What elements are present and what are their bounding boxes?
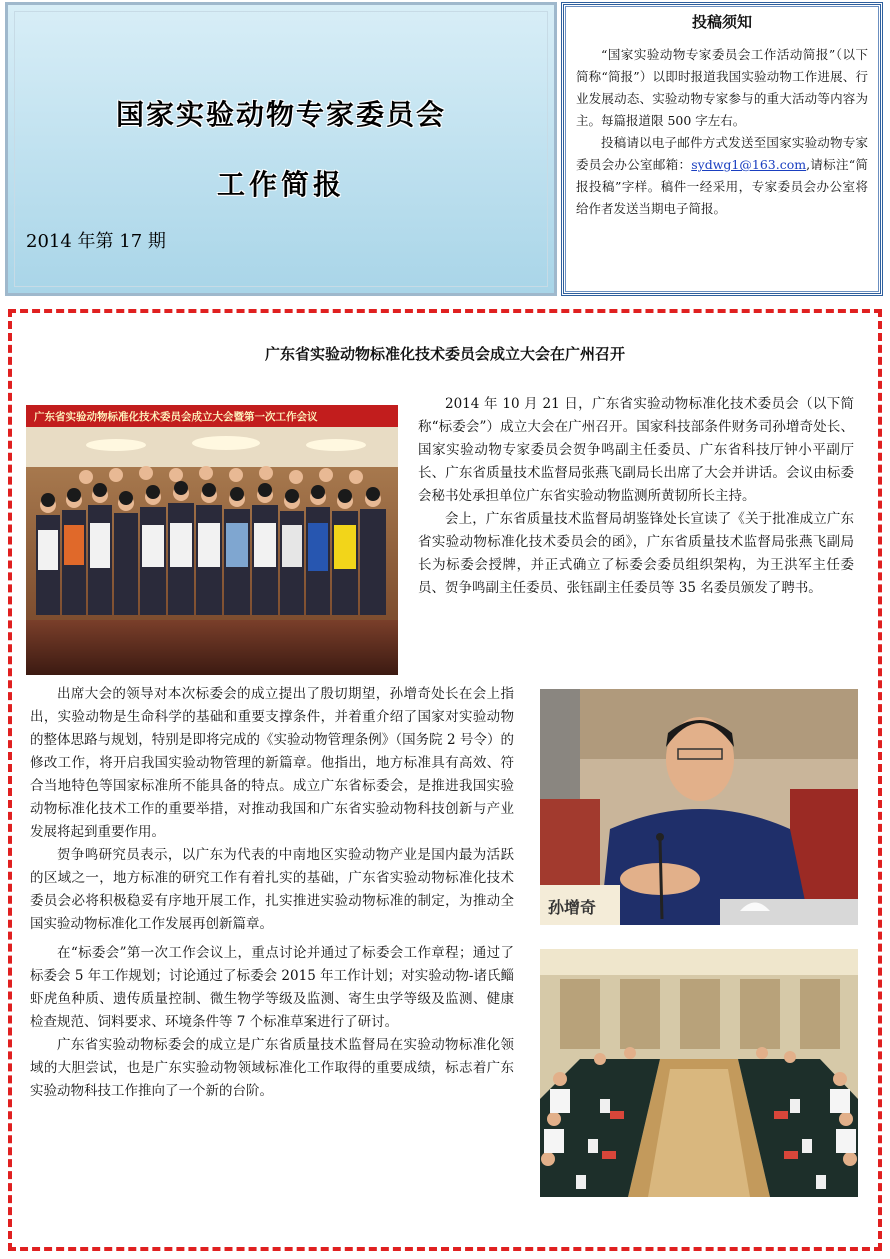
article-paragraph-4: 贺争鸣研究员表示，以广东为代表的中南地区实验动物产业是国内最为活跃的区域之一，地方标准的研究工作有着扎实的基础，广东省实验动物标准化技术委员会必将积极稳妥有序地开展工作，扎实推进实验动物标准的制定，为推动全国实验动物标准化工作发展再创新篇章。 xyxy=(30,847,514,932)
speaker-photo xyxy=(540,689,858,925)
notice-paragraph-2-text: 投稿请以电子邮件方式发送至国家实验动物专家委员会办公室邮箱： xyxy=(576,135,868,172)
group-photo-image xyxy=(26,405,398,675)
article-title: 广东省实验动物标准化技术委员会成立大会在广州召开 xyxy=(264,345,625,363)
article-paragraph-2: 会上，广东省质量技术监督局胡鉴锋处长宣读了《关于批准成立广东省实验动物标准化技术委员会的函》，广东省质量技术监督局张燕飞副局长为标委会授牌，并正式确立了标委会委员组织架构，为王洪军主任委员、贺争鸣副主任委员、张钰副主任委员等 35 名委员颁发了聘书。 xyxy=(418,511,854,596)
nameplate-text: 孙增奇 xyxy=(548,898,597,917)
header-title-box xyxy=(5,2,557,296)
notice-paragraph-1: “国家实验动物专家委员会工作活动简报”（以下简称“简报”）以即时报道我国实验动物工作进展、行业发展动态、实验动物专家参与的重大活动等内容为主。每篇报道限 500 字左右。 xyxy=(576,47,868,128)
article-body-bottom xyxy=(30,683,514,1103)
submission-notice xyxy=(561,2,883,296)
article-frame xyxy=(8,309,882,1251)
article-paragraph-1: 2014 年 10 月 21 日，广东省实验动物标准化技术委员会（以下简称“标委会”）成立大会在广州召开。国家科技部条件财务司孙增奇处长、国家实验动物专家委员会贺争鸣副主任委员、广东省科技厅钟小平副厅长、广东省质量技术监督局张燕飞副局长出席了大会并讲话。会议由标委会秘书处承担单位广东省实验动物监测所黄韧所长主持。 xyxy=(418,396,854,504)
meeting-photo xyxy=(540,949,858,1197)
article-body-top xyxy=(418,393,854,600)
email-link[interactable]: sydwg1@163.com xyxy=(691,157,807,172)
newsletter-subtitle: 工作简报 xyxy=(216,168,345,201)
article-paragraph-6: 广东省实验动物标委会的成立是广东省质量技术监督局在实验动物标准化领域的大胆尝试，也是广东实验动物领域标准化工作取得的重要成绩，标志着广东实验动物科技工作推向了一个新的台阶。 xyxy=(30,1037,514,1099)
issue-number: 2014 年第 17 期 xyxy=(26,231,166,252)
group-photo xyxy=(26,405,398,675)
newsletter-title: 国家实验动物专家委员会 xyxy=(115,98,446,131)
meeting-photo-image xyxy=(540,949,858,1197)
speaker-photo-image xyxy=(540,689,858,925)
notice-title: 投稿须知 xyxy=(691,13,752,31)
article-paragraph-5: 在“标委会”第一次工作会议上，重点讨论并通过了标委会工作章程；通过了标委会 5 年工作规划；讨论通过了标委会 2015 年工作计划；对实验动物-诸氏鲻虾虎鱼种质、遗传质量控制、微生物学等级及监测、寄生虫学等级及监测、健康检查规范、饲料要求、环境条件等 7 个标准草案进行了研讨。 xyxy=(30,945,514,1030)
notice-paragraph-2-tail: ,请标注“简报投稿”字样。稿件一经采用，专家委员会办公室将给作者发送当期电子简报。 xyxy=(576,157,868,216)
photo-banner-text: 广东省实验动物标准化技术委员会成立大会暨第一次工作会议 xyxy=(34,411,318,423)
notice-paragraph-2 xyxy=(576,132,868,220)
article-paragraph-3: 出席大会的领导对本次标委会的成立提出了殷切期望，孙增奇处长在会上指出，实验动物是生命科学的基础和重要支撑条件，并着重介绍了国家对实验动物的整体思路与规划，特别是即将完成的《实验动物管理条例》（国务院 2 号令）的修改工作，将开启我国实验动物管理的新篇章。他指出，地方标准具有高效、符合当地特色等国家标准所不能具备的特点。成立广东省标委会，是推进我国实验动物标准化技术工作的重要举措，对推动我国和广东省实验动物科技创新与产业发展将起到重要作用。 xyxy=(30,686,514,840)
